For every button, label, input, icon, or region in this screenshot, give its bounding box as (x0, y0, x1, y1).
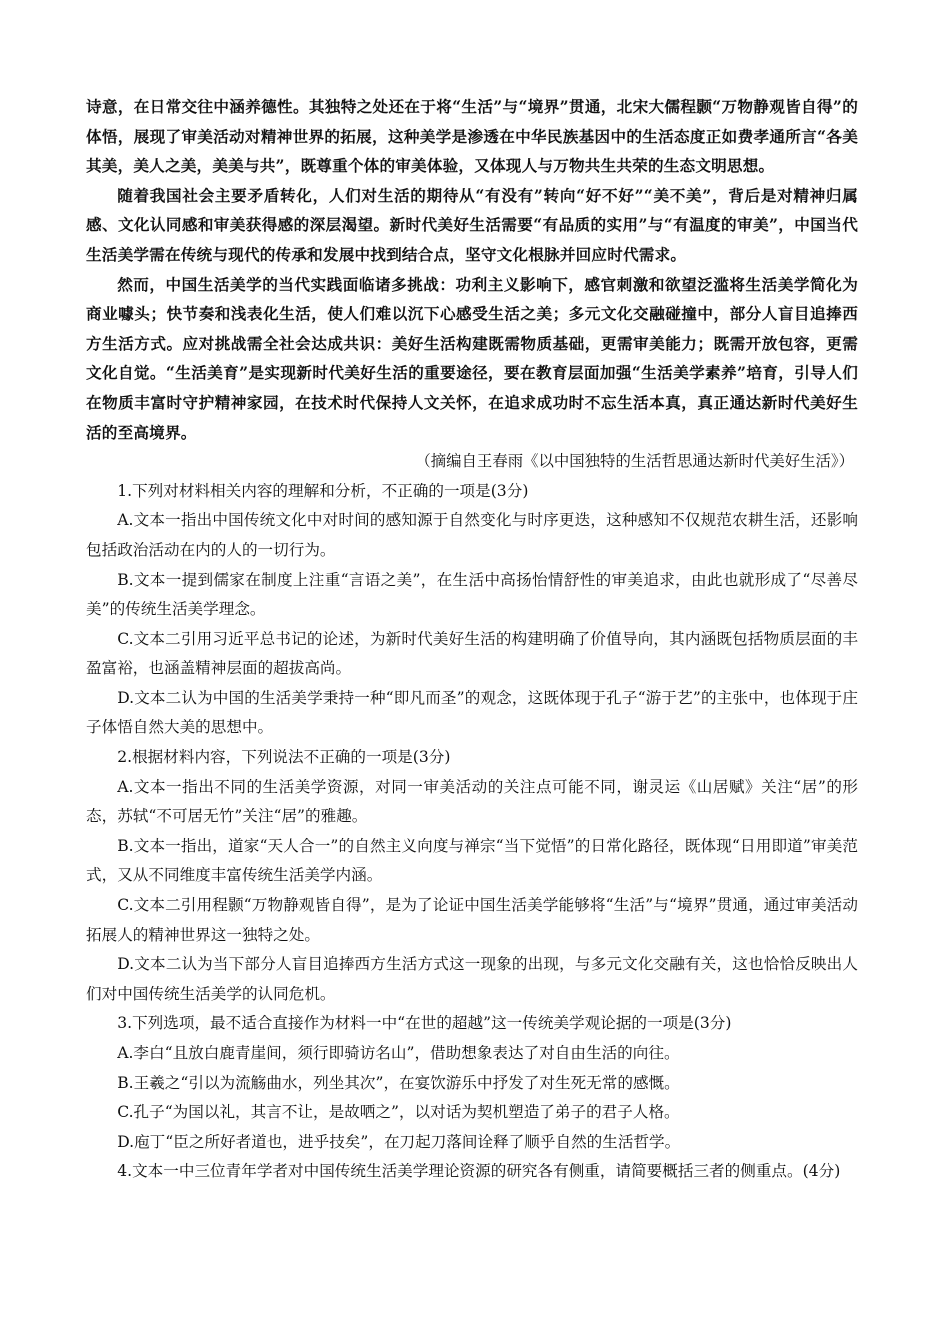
option-a: A.文本一指出中国传统文化中对时间的感知源于自然变化与时序更迭，这种感知不仅规范农耕生活，还影响包括政治活动在内的人的一切行为。 (86, 511, 858, 559)
question-2 (86, 743, 858, 1009)
option-a: A.文本一指出不同的生活美学资源，对同一审美活动的关注点可能不同，谢灵运《山居赋》关注“居”的形态，苏轼“不可居无竹”关注“居”的雅趣。 (86, 777, 858, 826)
option-b: B.文本一提到儒家在制度上注重“言语之美”，在生活中高扬怡情舒性的审美追求，由此也就形成了“尽善尽美”的传统生活美学理念。 (86, 570, 858, 619)
option-c: C.文本二引用习近平总书记的论述，为新时代美好生活的构建明确了价值导向，其内涵既包括物质层面的丰盈富裕，也涵盖精神层面的超拔高尚。 (86, 629, 858, 678)
question-stem: 1.下列对材料相关内容的理解和分析，不正确的一项是(3分) (117, 481, 529, 500)
question-stem: 4.文本一中三位青年学者对中国传统生活美学理论资源的研究各有侧重，请简要概括三者的侧重点。(4分) (117, 1162, 841, 1181)
passage-paragraph: 然而，中国生活美学的当代实践面临诸多挑战：功利主义影响下，感官刺激和欲望泛滥将生活美学简化为商业噱头；快节奏和浅表化生活，使人们难以沉下心感受生活之美；多元文化交融碰撞中，部分人盲目追捧西方生活方式。应对挑战需全社会达成共识：美好生活构建既需物质基础，更需审美能力；既需开放包容，更需文化自觉。“生活美育”是实现新时代美好生活的重要途径，要在教育层面加强“生活美学素养”培育，引导人们在物质丰富时守护精神家园，在技术时代保持人文关怀，在追求成功时不忘生活本真，真正通达新时代美好生活的至高境界。 (86, 274, 858, 442)
question-4 (86, 1157, 858, 1187)
option-d: D.文本二认为中国的生活美学秉持一种“即凡而圣”的观念，这既体现于孔子“游于艺”的主张中，也体现于庄子体悟自然大美的思想中。 (86, 688, 858, 737)
question-3 (86, 1009, 858, 1157)
option-c: C.孔子“为国以礼，其言不让，是故哂之”，以对话为契机塑造了弟子的君子人格。 (117, 1103, 680, 1122)
option-a: A.李白“且放白鹿青崖间，须行即骑访名山”，借助想象表达了对自由生活的向往。 (117, 1044, 680, 1062)
question-1 (86, 477, 858, 743)
question-stem: 3.下列选项，最不适合直接作为材料一中“在世的超越”这一传统美学观论据的一项是(3分) (117, 1014, 732, 1033)
option-c: C.文本二引用程颢“万物静观皆自得”，是为了论证中国生活美学能够将“生活”与“境界”贯通，通过审美活动拓展人的精神世界这一独特之处。 (86, 896, 858, 944)
option-b: B.文本一指出，道家“天人合一”的自然主义向度与禅宗“当下觉悟”的日常化路径，既体现“日用即道”审美范式，又从不同维度丰富传统生活美学内涵。 (86, 836, 858, 885)
option-b: B.王羲之“引以为流觞曲水，列坐其次”，在宴饮游乐中抒发了对生死无常的感慨。 (117, 1073, 680, 1092)
passage-paragraph: 诗意，在日常交往中涵养德性。其独特之处还在于将“生活”与“境界”贯通，北宋大儒程颢“万物静观皆自得”的体悟，展现了审美活动对精神世界的拓展，这种美学是渗透在中华民族基因中的生活态度正如费孝通所言“各美其美，美人之美，美美与共”，既尊重个体的审美体验，又体现人与万物共生共荣的生态文明思想。 (86, 97, 858, 176)
question-stem: 2.根据材料内容，下列说法不正确的一项是(3分) (117, 748, 451, 767)
passage-paragraph: 随着我国社会主要矛盾转化，人们对生活的期待从“有没有”转向“好不好”“美不美”，背后是对精神归属感、文化认同感和审美获得感的深层渴望。新时代美好生活需要“有品质的实用”与“有温度的审美”，中国当代生活美学需在传统与现代的传承和发展中找到结合点，坚守文化根脉并回应时代需求。 (86, 185, 858, 264)
option-d: D.庖丁“臣之所好者道也，进乎技矣”，在刀起刀落间诠释了顺乎自然的生活哲学。 (117, 1132, 681, 1151)
exam-page (86, 92, 858, 1187)
option-d: D.文本二认为当下部分人盲目追捧西方生活方式这一现象的出现，与多元文化交融有关，这也恰恰反映出人们对中国传统生活美学的认同危机。 (86, 955, 858, 1003)
passage-source: （摘编自王春雨《以中国独特的生活哲思通达新时代美好生活》） (415, 452, 854, 471)
